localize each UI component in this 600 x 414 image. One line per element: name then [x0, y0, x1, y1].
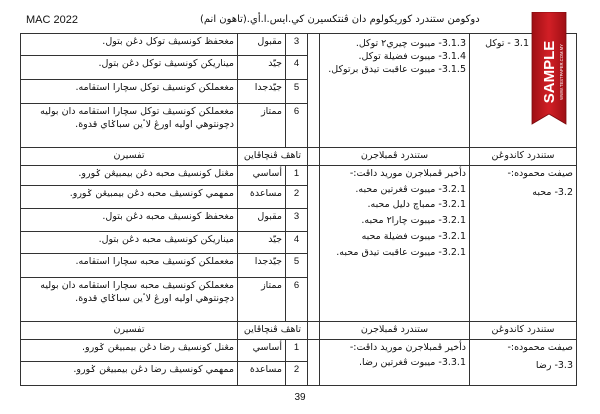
content-label: صيفت محموده:-	[507, 167, 573, 179]
level-cell: ممتاز	[238, 277, 286, 321]
level-cell: مقبول	[238, 34, 286, 56]
level-number: 4	[286, 231, 308, 253]
descriptor-cell: ميناريکن کونسيڤ محبه دڠن بتول.	[21, 231, 238, 253]
learning-standard-item: 3.2.1- ميبوت عاقبت تيدق محبه.	[336, 246, 466, 258]
header-learning-standard: ستندرد ڤمبلاجرن	[320, 148, 470, 166]
table-row	[21, 165, 577, 185]
column-gap	[308, 165, 320, 321]
level-cell: جيّد	[238, 56, 286, 80]
learning-standard-item: 3.3.1- ميبوت ڤغرتين رضا.	[358, 357, 466, 369]
page-number: 39	[294, 392, 306, 403]
level-number: 6	[286, 277, 308, 321]
descriptor-cell: مغعملکن کونسيڤ محبه سچارا استقامه دان بوليه دچونتوهي اوليه اورڠ لاٴين سباݢاي قدوة.	[21, 277, 238, 321]
level-cell: جيّدجدا	[238, 253, 286, 277]
level-number: 4	[286, 56, 308, 80]
header-descriptor: تفسيرن	[21, 321, 238, 339]
descriptor-cell: مڠنل کونسيڤ رضا دڠن بيمبيڠن ݢورو.	[21, 339, 238, 361]
descriptor-cell: مغعملکن کونسيڤ توکل سچارا استقامه دان بوليه دچونتوهي اوليه اورڠ لاٴين سباݢاي قدوة.	[21, 104, 238, 148]
descriptor-cell: مغعملکن کونسيڤ توکل سچارا استقامه.	[21, 80, 238, 104]
watermark-site: WWW.TESTPAPER.COM.MY	[559, 44, 564, 100]
level-number: 3	[286, 208, 308, 231]
content-topic: 3.2- محبه	[532, 186, 573, 198]
content-topic: 3.3- رضا	[535, 360, 573, 372]
content-label: صيفت محموده:-	[507, 341, 573, 353]
learning-standard-cell	[320, 34, 470, 148]
header-content-standard: ستندرد کاندوڠن	[470, 148, 577, 166]
watermark-text: SAMPLE	[541, 40, 558, 104]
learning-standard-item: 3.2.1- ميبوت فضيلة محبه	[361, 231, 466, 243]
header-performance: تاهڤ ڤنچاڤاين	[238, 321, 308, 339]
document-title: دوکومن ستندرد کوريکولوم دان ڤنتکسيرن کي.ايس.ا.أي.(تاهون انم)	[200, 14, 480, 25]
level-cell: جيّدجدا	[238, 80, 286, 104]
header-content-standard: ستندرد کاندوڠن	[470, 321, 577, 339]
level-number: 1	[286, 339, 308, 361]
level-number: 6	[286, 104, 308, 148]
column-gap	[308, 148, 320, 166]
sample-watermark	[528, 12, 570, 132]
descriptor-cell: مغعملکن کونسيڤ محبه سچارا استقامه.	[21, 253, 238, 277]
level-number: 5	[286, 253, 308, 277]
learning-intro: دأخير ڤمبلاجرن موريد داڤت:-	[349, 341, 466, 353]
descriptor-cell: ممهمي کونسيڤ رضا دڠن بيمبيڠن ݢورو.	[21, 361, 238, 385]
content-standard-cell	[470, 339, 577, 385]
learning-standard-item: 3.2.1- ميبوت چارا٢ محبه.	[361, 215, 466, 227]
header-learning-standard: ستندرد ڤمبلاجرن	[320, 321, 470, 339]
level-cell: ممتاز	[238, 104, 286, 148]
header-descriptor: تفسيرن	[21, 148, 238, 166]
level-cell: مساعدة	[238, 361, 286, 385]
column-gap	[308, 34, 320, 148]
level-number: 2	[286, 185, 308, 208]
level-number: 5	[286, 80, 308, 104]
learning-intro: دأخير ڤمبلاجرن موريد داڤت:-	[349, 167, 466, 179]
learning-standard-item: 3.1.5- ميبوت عاقبت تيدق برتوکل.	[328, 63, 466, 75]
descriptor-cell: ميناريکن کونسيڤ توکل دڠن بتول.	[21, 56, 238, 80]
learning-standard-item: 3.1.3- ميبوت چيري٢ توکل.	[355, 38, 466, 49]
learning-standard-item: 3.2.1- ميبوت ڤغرتين محبه.	[355, 183, 466, 195]
level-cell: جيّد	[238, 231, 286, 253]
content-standard-cell	[470, 165, 577, 321]
table-header-row	[21, 148, 577, 166]
descriptor-cell: ممهمي کونسيڤ محبه دڠن بيمبيڠن ݢورو.	[21, 185, 238, 208]
level-cell: مقبول	[238, 208, 286, 231]
level-number: 3	[286, 34, 308, 56]
level-cell: أساسي	[238, 339, 286, 361]
learning-standard-item: 3.2.1- ممباچ دليل محبه.	[367, 199, 466, 211]
level-cell: مساعدة	[238, 185, 286, 208]
column-gap	[308, 321, 320, 339]
learning-standard-cell	[320, 339, 470, 385]
learning-standard-cell	[320, 165, 470, 321]
descriptor-cell: مغحفظ کونسيڤ محبه دڠن بتول.	[21, 208, 238, 231]
level-cell: أساسي	[238, 165, 286, 185]
level-number: 1	[286, 165, 308, 185]
year-label: MAC 2022	[26, 14, 78, 26]
content-topic: 3.1 - توکل	[485, 38, 529, 49]
standards-table	[20, 33, 577, 386]
learning-standard-item: 3.1.4- ميبوت فضيلة توکل.	[358, 50, 466, 62]
descriptor-cell: مغحفظ کونسيڤ توکل دڠن بتول.	[21, 34, 238, 56]
table-row	[21, 339, 577, 361]
table-header-row	[21, 321, 577, 339]
header-performance: تاهڤ ڤنچاڤاين	[238, 148, 308, 166]
column-gap	[308, 339, 320, 385]
level-number: 2	[286, 361, 308, 385]
page-header	[0, 14, 600, 28]
descriptor-cell: مڠنل کونسيڤ محبه دڠن بيمبيڠن ݢورو.	[21, 165, 238, 185]
table-row	[21, 34, 577, 56]
